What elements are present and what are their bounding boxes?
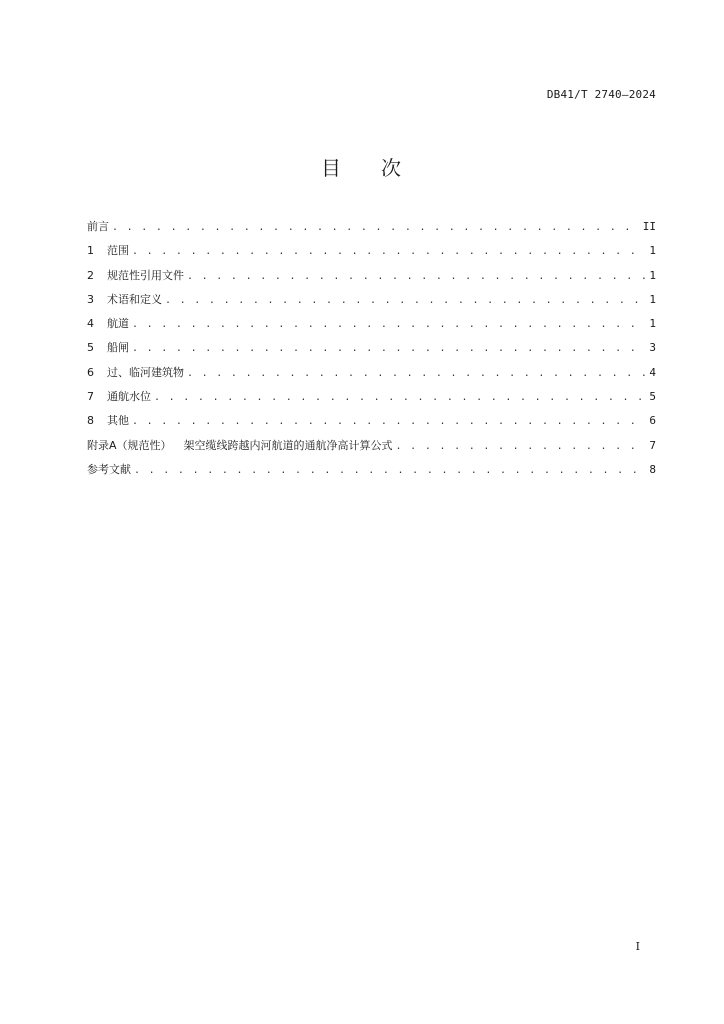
toc-entry-page: 8 xyxy=(649,462,656,476)
toc-entry-normative-references[interactable] xyxy=(87,264,656,288)
toc-leader-dots xyxy=(396,435,646,459)
toc-entry-number: 8 xyxy=(87,414,94,428)
toc-entry-river-structures[interactable] xyxy=(87,361,656,385)
toc-leader-dots xyxy=(187,362,645,386)
toc-leader-dots xyxy=(132,337,645,361)
footer-page-number: I xyxy=(635,940,640,953)
toc-entry-label: 其他 xyxy=(107,414,129,428)
toc-entry-terms-definitions[interactable] xyxy=(87,288,656,312)
toc-entry-navigation-water-level[interactable] xyxy=(87,385,656,409)
toc-entry-page: 1 xyxy=(649,268,656,282)
toc-entry-label: 术语和定义 xyxy=(107,292,162,306)
toc-entry-label: 参考文献 xyxy=(87,462,131,476)
toc-entry-number: 5 xyxy=(87,341,94,355)
toc-leader-dots xyxy=(132,410,645,434)
toc-leader-dots xyxy=(165,289,645,313)
toc-leader-dots xyxy=(112,216,639,240)
document-code: DB41/T 2740—2024 xyxy=(546,88,656,101)
table-of-contents xyxy=(87,215,656,482)
toc-entry-page: II xyxy=(642,220,656,233)
page-title xyxy=(0,152,724,181)
toc-entry-waterway[interactable] xyxy=(87,312,656,336)
toc-entry-page: 1 xyxy=(649,317,656,331)
toc-entry-page: 7 xyxy=(649,438,656,452)
page-title-right: 次 xyxy=(381,156,403,180)
toc-leader-dots xyxy=(132,240,645,264)
toc-entry-number: 6 xyxy=(87,365,94,379)
toc-leader-dots xyxy=(154,386,645,410)
page-title-left: 目 xyxy=(321,156,343,180)
toc-entry-label: 附录A（规范性） xyxy=(87,438,172,452)
toc-entry-number: 3 xyxy=(87,292,94,306)
toc-entry-bibliography[interactable] xyxy=(87,458,656,482)
toc-entry-label: 过、临河建筑物 xyxy=(107,365,184,379)
toc-entry-page: 6 xyxy=(649,414,656,428)
toc-entry-other[interactable] xyxy=(87,409,656,433)
toc-entry-label: 航道 xyxy=(107,317,129,331)
toc-entry-number: 1 xyxy=(87,244,94,258)
toc-leader-dots xyxy=(187,265,645,289)
toc-entry-label: 范围 xyxy=(107,244,129,258)
toc-leader-dots xyxy=(134,459,645,483)
toc-entry-page: 3 xyxy=(649,341,656,355)
toc-entry-number: 2 xyxy=(87,268,94,282)
toc-entry-sublabel: 架空缆线跨越内河航道的通航净高计算公式 xyxy=(183,438,393,452)
toc-entry-page: 5 xyxy=(649,390,656,404)
toc-entry-appendix-a[interactable] xyxy=(87,434,656,458)
toc-entry-page: 4 xyxy=(649,365,656,379)
toc-entry-label: 规范性引用文件 xyxy=(107,268,184,282)
toc-entry-number: 4 xyxy=(87,317,94,331)
toc-entry-page: 1 xyxy=(649,292,656,306)
toc-entry-label: 通航水位 xyxy=(107,390,151,404)
toc-entry-page: 1 xyxy=(649,244,656,258)
toc-entry-scope[interactable] xyxy=(87,239,656,263)
toc-entry-label: 前言 xyxy=(87,220,109,233)
toc-entry-label: 船闸 xyxy=(107,341,129,355)
toc-leader-dots xyxy=(132,313,645,337)
toc-entry-number: 7 xyxy=(87,390,94,404)
toc-entry-ship-lock[interactable] xyxy=(87,336,656,360)
toc-entry-foreword[interactable] xyxy=(87,215,656,239)
